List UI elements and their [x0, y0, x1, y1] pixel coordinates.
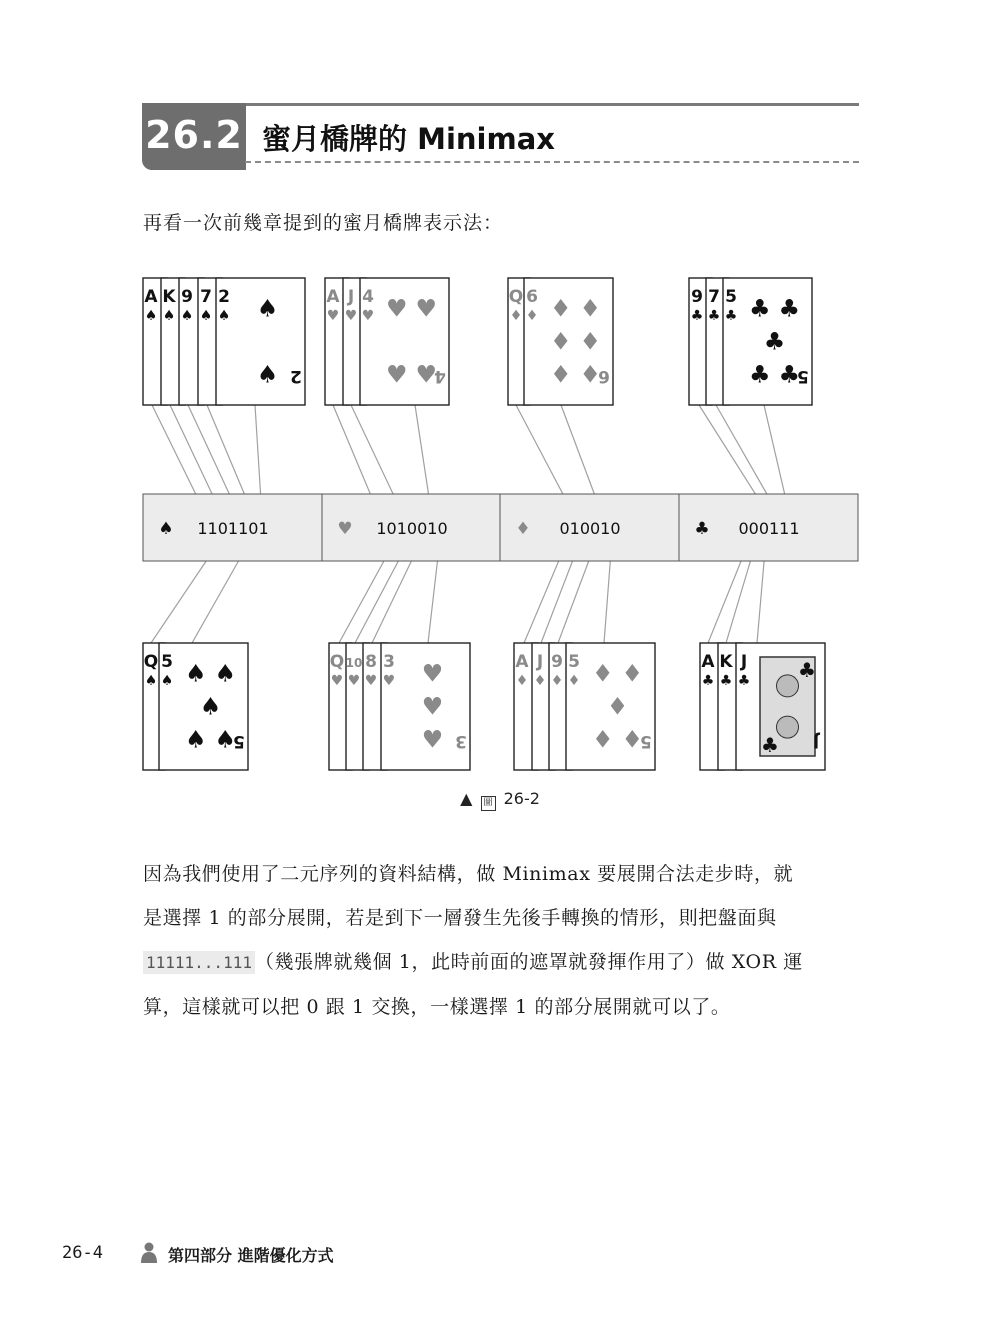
playing-card-5-diamond — [566, 643, 655, 770]
club-bar-icon: ♣ — [694, 519, 710, 539]
playing-card-2-spade — [216, 278, 305, 405]
diamond-pip-icon: ♦ — [549, 294, 572, 323]
body-paragraph — [143, 852, 859, 1029]
playing-card-3-heart — [381, 643, 470, 770]
paragraph-line-3 — [143, 940, 859, 985]
card-rank: A — [701, 652, 715, 672]
intro-text: 再看一次前幾章提到的蜜月橋牌表示法： — [143, 212, 504, 234]
diamond-pip-icon: ♦ — [621, 659, 644, 688]
page-number: 26-4 — [62, 1243, 103, 1263]
club-pip-icon: ♣ — [778, 360, 801, 389]
card-suit-icon: ♠ — [144, 673, 158, 689]
diamond-pip-icon: ♦ — [591, 659, 614, 688]
diamond-pip-icon: ♦ — [579, 327, 602, 356]
spade-pip-icon: ♠ — [214, 725, 237, 754]
card-rank: K — [162, 287, 176, 307]
playing-card-5-spade — [159, 643, 248, 770]
bottom-hand-spade — [143, 643, 248, 770]
club-pip-icon: ♣ — [748, 360, 771, 389]
card-suit-icon: ♠ — [217, 308, 231, 324]
bitmap-bits-heart: 1010010 — [376, 519, 448, 538]
spade-pip-icon: ♠ — [214, 659, 237, 688]
card-suit-icon: ♦ — [550, 673, 564, 689]
card-suit-icon: ♥ — [364, 673, 378, 689]
card-rank: 2 — [218, 287, 230, 307]
chapter-title: 第四部分 進階優化方式 — [168, 1246, 334, 1265]
bottom-hand-heart — [329, 643, 470, 770]
card-rank: 9 — [551, 652, 563, 672]
card-rank-inverted: 5 — [233, 731, 245, 751]
card-suit-icon: ♣ — [701, 673, 715, 689]
heart-pip-icon: ♥ — [415, 294, 438, 323]
playing-card-5-club — [723, 278, 812, 405]
card-suit-icon: ♣ — [719, 673, 733, 689]
card-suit-icon: ♣ — [737, 673, 751, 689]
figure-label-icon: 圖 — [481, 796, 496, 811]
section-number: 26.2 — [145, 113, 243, 157]
card-suit-icon: ♥ — [361, 308, 375, 324]
card-rank-inverted: 4 — [434, 366, 446, 386]
heart-pip-icon: ♥ — [421, 659, 444, 688]
heart-bar-icon: ♥ — [337, 519, 353, 539]
card-rank-inverted: 6 — [598, 366, 610, 386]
card-suit-icon: ♥ — [344, 308, 358, 324]
card-suit-icon: ♦ — [533, 673, 547, 689]
card-rank-inverted: 2 — [290, 366, 302, 386]
playing-card-j-club — [736, 643, 825, 770]
card-rank-inverted: 5 — [640, 731, 652, 751]
card-suit-icon: ♠ — [162, 308, 176, 324]
card-rank: 7 — [708, 287, 720, 307]
card-rank: J — [347, 287, 355, 307]
paragraph-line-1: 因為我們使用了二元序列的資料結構，做 Minimax 要展開合法走步時，就 — [143, 863, 794, 885]
face-card-head-icon — [777, 675, 799, 697]
spade-pip-icon: ♠ — [256, 294, 279, 323]
card-suit-icon: ♠ — [199, 308, 213, 324]
card-rank: Q — [508, 287, 524, 307]
card-rank: 9 — [691, 287, 703, 307]
diamond-pip-icon: ♦ — [549, 360, 572, 389]
card-rank: K — [719, 652, 733, 672]
card-suit-icon: ♦ — [567, 673, 581, 689]
diamond-pip-icon: ♦ — [549, 327, 572, 356]
paragraph-line-2: 是選擇 1 的部分展開，若是到下一層發生先後手轉換的情形，則把盤面與 — [143, 907, 777, 929]
club-pip-icon: ♣ — [798, 658, 816, 682]
card-suit-icon: ♣ — [707, 308, 721, 324]
card-suit-icon: ♥ — [382, 673, 396, 689]
card-rank: Q — [143, 652, 159, 672]
figure-number: 26-2 — [503, 789, 540, 808]
heart-pip-icon: ♥ — [421, 725, 444, 754]
bitmap-bits-diamond: 010010 — [559, 519, 621, 538]
heart-pip-icon: ♥ — [421, 692, 444, 721]
bottom-hand-club — [700, 643, 825, 770]
spade-pip-icon: ♠ — [184, 725, 207, 754]
card-rank: A — [326, 287, 340, 307]
playing-card-4-heart — [360, 278, 449, 405]
card-rank: 8 — [365, 652, 377, 672]
card-rank: A — [144, 287, 158, 307]
card-rank: J — [536, 652, 544, 672]
top-hand-diamond — [508, 278, 613, 405]
card-rank: 3 — [383, 652, 395, 672]
club-pip-icon: ♣ — [763, 327, 786, 356]
card-suit-icon: ♦ — [525, 308, 539, 324]
card-rank-inverted: J — [812, 731, 820, 751]
card-suit-icon: ♠ — [160, 673, 174, 689]
figure-caption — [0, 789, 1000, 811]
playing-card-6-diamond — [524, 278, 613, 405]
heart-pip-icon: ♥ — [385, 294, 408, 323]
bitmap-bits-spade: 1101101 — [197, 519, 269, 538]
card-rank: 5 — [161, 652, 173, 672]
club-pip-icon: ♣ — [761, 733, 779, 757]
club-pip-icon: ♣ — [748, 294, 771, 323]
diamond-pip-icon: ♦ — [579, 360, 602, 389]
card-suit-icon: ♠ — [180, 308, 194, 324]
card-suit-icon: ♦ — [509, 308, 523, 324]
paragraph-line-3-text: （幾張牌就幾個 1，此時前面的遮罩就發揮作用了）做 XOR 運 — [254, 951, 803, 973]
bitmap-bits-club: 000111 — [738, 519, 800, 538]
heart-pip-icon: ♥ — [385, 360, 408, 389]
person-icon — [139, 1242, 159, 1264]
card-suit-icon: ♥ — [330, 673, 344, 689]
club-pip-icon: ♣ — [778, 294, 801, 323]
card-suit-icon: ♣ — [690, 308, 704, 324]
card-suit-icon: ♦ — [515, 673, 529, 689]
diamond-pip-icon: ♦ — [591, 725, 614, 754]
code-mask: 11111...111 — [143, 951, 255, 974]
card-suit-icon: ♥ — [326, 308, 340, 324]
card-rank: 6 — [526, 287, 538, 307]
face-card-head-icon — [777, 716, 799, 738]
card-rank: 5 — [725, 287, 737, 307]
card-suit-icon: ♣ — [724, 308, 738, 324]
spade-pip-icon: ♠ — [256, 360, 279, 389]
card-rank: 5 — [568, 652, 580, 672]
spade-bar-icon: ♠ — [158, 519, 174, 539]
spade-pip-icon: ♠ — [184, 659, 207, 688]
card-suit-icon: ♠ — [144, 308, 158, 324]
card-rank: 9 — [181, 287, 193, 307]
section-title: 蜜月橋牌的 Minimax — [262, 122, 555, 156]
card-suit-icon: ♥ — [347, 673, 361, 689]
bottom-hand-diamond — [514, 643, 655, 770]
card-rank: 4 — [362, 287, 374, 307]
diamond-pip-icon: ♦ — [579, 294, 602, 323]
card-rank: J — [740, 652, 748, 672]
spade-pip-icon: ♠ — [199, 692, 222, 721]
card-rank-inverted: 5 — [797, 366, 809, 386]
card-rank-inverted: 3 — [455, 731, 467, 751]
top-hand-club — [689, 278, 812, 405]
heart-pip-icon: ♥ — [415, 360, 438, 389]
diamond-bar-icon: ♦ — [515, 519, 531, 539]
caption-triangle-icon: ▲ — [460, 789, 473, 808]
diamond-pip-icon: ♦ — [621, 725, 644, 754]
diamond-pip-icon: ♦ — [606, 692, 629, 721]
card-rank: A — [515, 652, 529, 672]
paragraph-line-4: 算，這樣就可以把 0 跟 1 交換，一樣選擇 1 的部分展開就可以了。 — [143, 996, 731, 1018]
card-rank: Q — [329, 652, 345, 672]
card-rank: 10 — [345, 656, 363, 670]
card-rank: 7 — [200, 287, 212, 307]
top-hand-spade — [143, 278, 305, 405]
top-hand-heart — [325, 278, 449, 405]
